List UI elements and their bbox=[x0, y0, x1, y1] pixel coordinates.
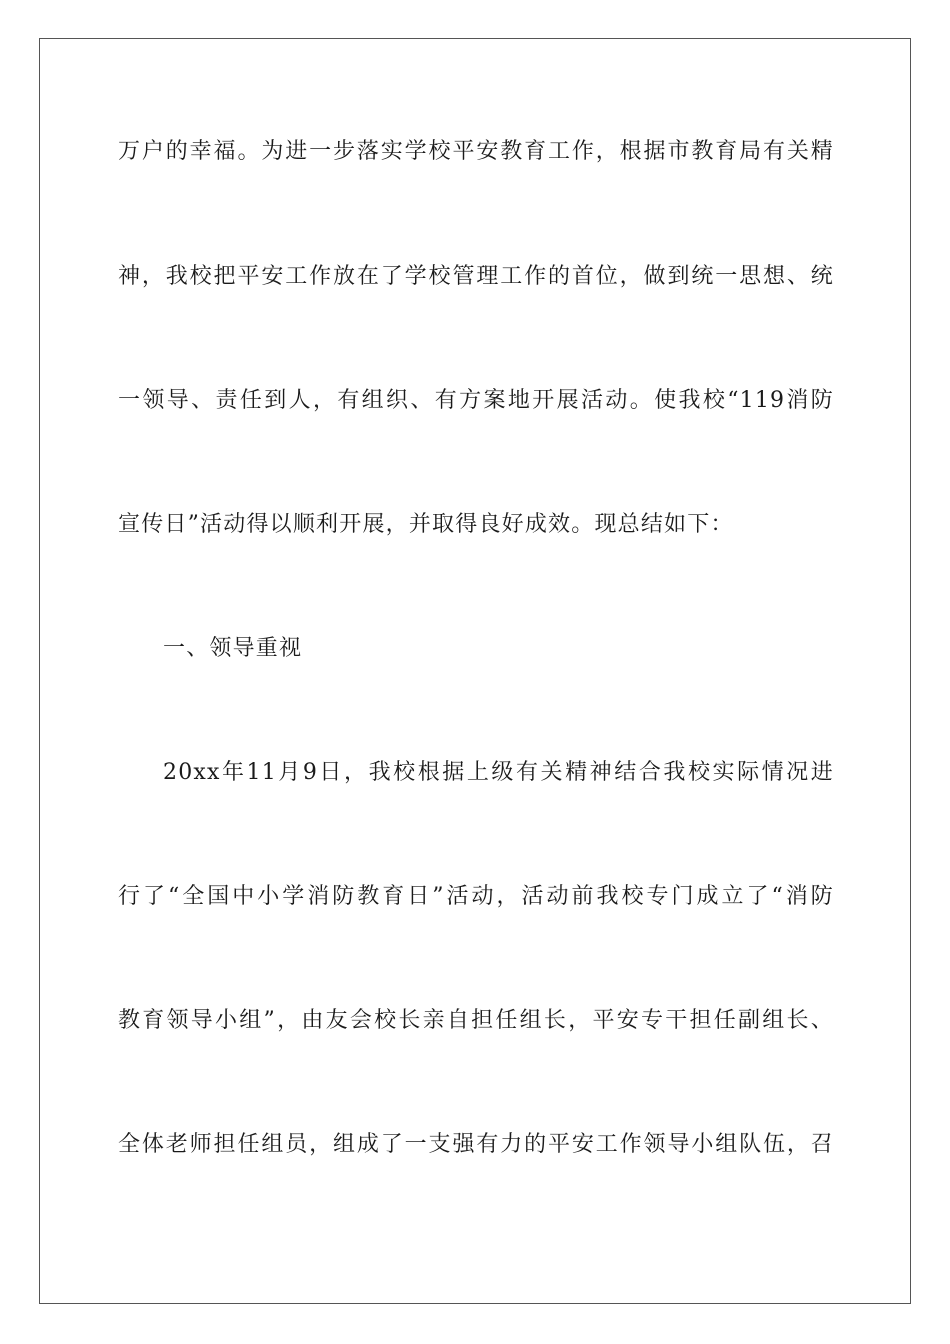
paragraph-line: 全体老师担任组员，组成了一支强有力的平安工作领导小组队伍，召 bbox=[118, 1132, 834, 1157]
page-border bbox=[39, 38, 911, 1304]
paragraph-line: 行了“全国中小学消防教育日”活动，活动前我校专门成立了“消防 bbox=[118, 884, 834, 909]
section-heading: 一、领导重视 bbox=[163, 636, 303, 661]
paragraph-line: 教育领导小组”，由友会校长亲自担任组长，平安专干担任副组长、 bbox=[118, 1008, 834, 1033]
paragraph-line: 一领导、责任到人，有组织、有方案地开展活动。使我校“119消防 bbox=[118, 388, 834, 413]
paragraph-line: 宣传日”活动得以顺利开展，并取得良好成效。现总结如下： bbox=[118, 512, 734, 537]
paragraph-line: 万户的幸福。为进一步落实学校平安教育工作，根据市教育局有关精 bbox=[118, 139, 834, 164]
paragraph-line: 神，我校把平安工作放在了学校管理工作的首位，做到统一思想、统 bbox=[118, 264, 834, 289]
paragraph-line: 20xx年11月9日，我校根据上级有关精神结合我校实际情况进 bbox=[163, 760, 834, 785]
